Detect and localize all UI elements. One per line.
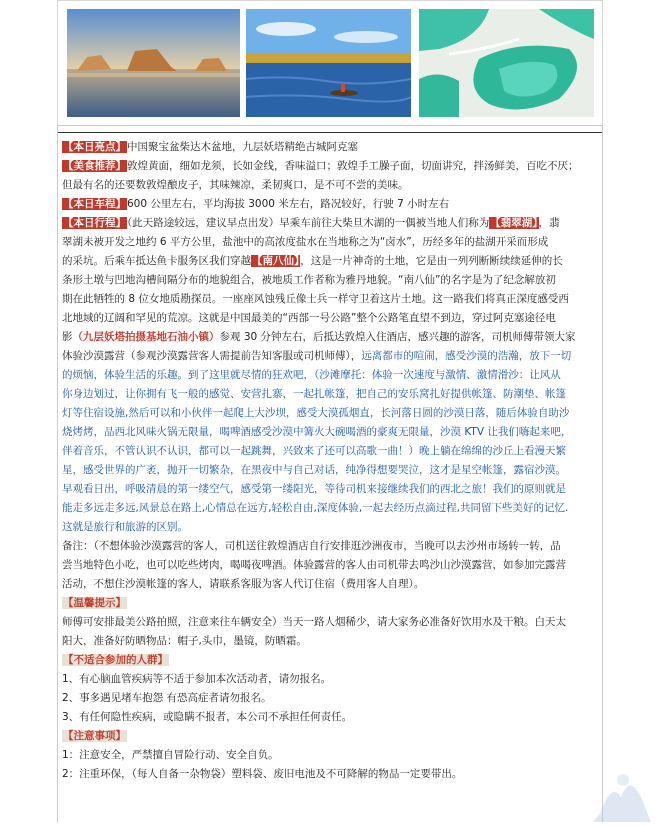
itinerary-line-3 xyxy=(62,252,602,271)
itinerary-line-9: 的烦恼，体验生活的乐趣。到了这里就尽情的狂欢吧，（沙滩摩托：体验一次速度与激情、激情滑沙：让风从 xyxy=(62,369,561,381)
photo-strip xyxy=(57,0,603,125)
drive-label: 【本日车程】 xyxy=(63,198,126,210)
highlights-label: 【本日亮点】 xyxy=(63,141,126,153)
itinerary-label: 【本日行程】 xyxy=(63,217,126,229)
it-3c: ，这是一片神奇的土地，它是由一列列断断续续延伸的长 xyxy=(300,255,563,267)
itinerary-line-4: 条形土墩与凹地沟槽间隔分布的地貌组合，被地质工作者称为雅丹地貌。“南八仙”的名字是为了纪念解放初 xyxy=(62,274,556,286)
unsuitable-line-3: 3、有任何隐性疾病，或隐瞒不报者，本公司不承担任何责任。 xyxy=(62,711,353,723)
unsuitable-line-2: 2、事多遇见堵车抱怨 有恐高症者请勿报名。 xyxy=(62,692,272,704)
itinerary-line-6: 北地域的辽阔和罕见的荒凉。这就是中国最美的“西部一号公路”整个公路笔直望不到边，穿过阿克塞途径电 xyxy=(62,312,556,324)
itinerary-line-16: 能走多远走多远,风景总在路上,心情总在远方,轻松自由,深度体验,一起去经历点滴过程,共同留下些美好的记忆. xyxy=(62,502,569,514)
highlights-text: 中国聚宝盆柴达木盆地，九层妖塔精绝古城阿克塞 xyxy=(127,141,358,153)
attention-heading xyxy=(62,727,602,746)
it-7c: 参观 30 分钟左右，后抵达敦煌入住酒店，感兴趣的游客，司机师傅带领大家 xyxy=(219,331,576,343)
it-8b: 远离都市的喧闹，感受沙漠的浩瀚，放下一切 xyxy=(361,350,572,362)
itinerary-line-2: 翠湖未被开发之地约 6 平方公里，盐池中的高浓度盐水在当地称之为“卤水”，历经多年的盐湖开采而形成 xyxy=(62,236,549,248)
it-8a: 体验沙漠露营（参观沙漠露营客人需提前告知客服或司机师傅）， xyxy=(62,350,362,362)
attention-line-2: 2：注重环保，（每人自备一杂物袋）塑料袋、废旧电池及不可降解的物品一定要带出。 xyxy=(62,768,463,780)
tips-label: 【温馨提示】 xyxy=(63,597,126,609)
jade-lake-tag: 【翡翠湖】 xyxy=(490,217,538,229)
unsuitable-line-1: 1、有心脑血管疾病等不适于参加本次活动者，请勿报名。 xyxy=(62,673,332,685)
it-1a: （此天路途较远，建议早点出发）早乘车前往大柴旦木湖的一偶被当地人们称为 xyxy=(127,217,490,229)
itinerary-line-5: 期在此牺牲的 8 位女地质勘探员。一座座风蚀残丘像士兵一样守卫着这片土地。这一路我们将真正深度感受西 xyxy=(62,293,569,305)
itinerary-text xyxy=(62,138,602,784)
drive-line xyxy=(62,195,602,214)
itinerary-line-8 xyxy=(62,347,602,366)
itinerary-line-10: 你身边划过，让你拥有飞一般的感觉、安营扎寨，一起扎帐篷，把自己的安乐窝扎好提供帐篷、防潮垫、帐篷 xyxy=(62,388,566,400)
itinerary-line-7 xyxy=(62,328,602,347)
it-3a: 的采坑。后乘车抵达鱼卡服务区我们穿越 xyxy=(62,255,251,267)
tips-heading xyxy=(62,594,602,613)
drive-text: 600 公里左右，平均海拔 3000 米左右，路况较好，行驶 7 小时左右 xyxy=(127,198,450,210)
tips-line-1: 师傅可安排最美公路拍照，注意来往车辆安全）当天一路人烟稀少，请大家务必准备好饮用水及干粮。白天太 xyxy=(62,616,566,628)
attention-line-1: 1：注意安全，严禁擅自冒险行动、安全自负。 xyxy=(62,749,279,761)
itinerary-line-17: 这就是旅行和旅游的区别。 xyxy=(62,521,188,533)
itinerary-line-13: 伴着音乐，不管认识不认识，都可以一起跳舞，兴致来了还可以高歌一曲！）晚上躺在绵绵的沙丘上看漫天繁 xyxy=(62,445,566,457)
itinerary-line-12: 烧烤烤，品西北风味火锅无限量，喝啤酒感受沙漠中篝火大碗喝酒的豪爽无限量，沙漠 KTV 让我们嗨起来吧， xyxy=(62,426,572,438)
unsuitable-label: 【不适合参加的人群】 xyxy=(63,654,168,666)
itinerary-panel xyxy=(57,125,603,822)
attention-label: 【注意事项】 xyxy=(63,730,126,742)
food-text: 敦煌黄面，细如龙须，长如金线，香味溢口；敦煌手工臊子面，切面讲究，拌汤鲜美，百吃不厌； xyxy=(127,160,579,172)
highlights-line xyxy=(62,138,602,157)
note-line-3: 活动，不想住沙漠帐篷的客人，请联系客服为客人代订住宿（费用客人自理）。 xyxy=(62,578,425,590)
note-line-2: 尝当地特色小吃，也可以吃些烤肉，喝喝夜啤酒。体验露营的客人由司机带去鸣沙山沙漠露营，如参加完露营 xyxy=(62,559,566,571)
food-label: 【美食推荐】 xyxy=(63,160,126,172)
lake-rocks-photo xyxy=(67,9,240,117)
food-line xyxy=(62,157,602,176)
note-line-1: 备注：（不想体验沙漠露营的客人，司机送往敦煌酒店自行安排逛沙洲夜市，当晚可以去沙州市场转一转，品 xyxy=(62,540,561,552)
itinerary-line-14: 星，感受世界的广袤，抛开一切繁杂，在黑夜中与自己对话，纯净得想要哭泣，这才是星空帐篷，露宿沙漠。 xyxy=(62,464,566,476)
tips-line-2: 阳大，准备好防晒物品：帽子,头巾，墨镜，防晒霜。 xyxy=(62,635,307,647)
nanbaxian-tag: 【南八仙】 xyxy=(252,255,300,267)
unsuitable-heading xyxy=(62,651,602,670)
food-line-2: 但最有名的还要数敦煌酿皮子，其味辣凉，柔韧爽口，是不可不尝的美味。 xyxy=(62,179,409,191)
lake-boat-photo xyxy=(246,9,411,117)
corner-watermark xyxy=(571,752,661,822)
divider xyxy=(58,132,602,133)
itinerary-line-15: 早观看日出，呼吸清晨的第一缕空气，感受第一缕阳光，等待司机来接继续我们的西北之旅！我们的原则就是 xyxy=(62,483,566,495)
itinerary-line-1 xyxy=(62,214,602,233)
oil-town-tag: （九层妖塔拍摄基地石油小镇） xyxy=(72,331,220,343)
it-7a: 影 xyxy=(62,331,73,343)
itinerary-line-11: 灯等住宿设施,然后可以和小伙伴一起爬上大沙坝，感受大漠孤烟直，长河落日圆的沙漠日落，随后体验自助沙 xyxy=(62,407,570,419)
emerald-salt-lake-photo xyxy=(419,9,594,117)
it-1c: ，翡 xyxy=(538,217,560,229)
